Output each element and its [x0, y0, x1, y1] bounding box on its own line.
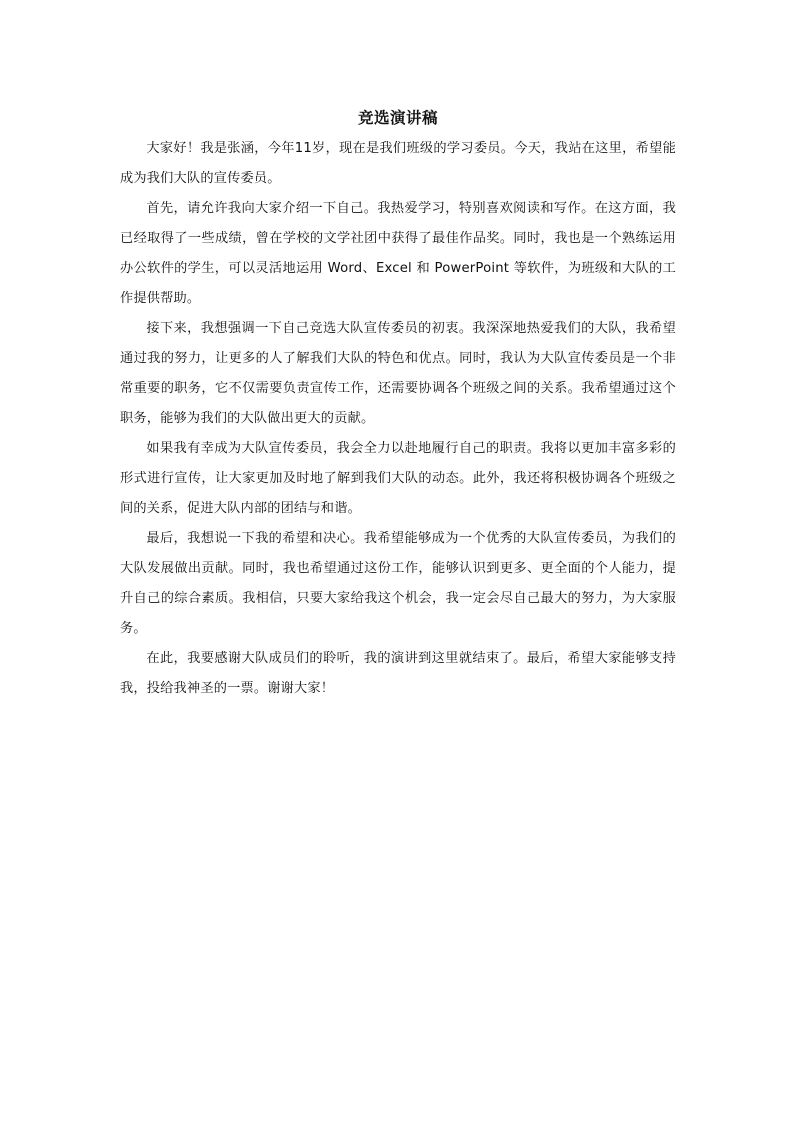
- page-title: 竞选演讲稿: [357, 109, 438, 127]
- paragraph-self-introduction: 首先，请允许我向大家介绍一下自己。我热爱学习，特别喜欢阅读和写作。在这方面，我已经取得了一些成绩，曾在学校的文学社团中获得了最佳作品奖。同时，我也是一个熟练运用办公软件的学生，可以灵活地运用 Word、Excel 和 PowerPoint 等软件，为班级和大队的工作提供帮助。: [120, 201, 676, 306]
- document-body: [120, 104, 676, 704]
- paragraph-hopes: 最后，我想说一下我的希望和决心。我希望能够成为一个优秀的大队宣传委员，为我们的大队发展做出贡献。同时，我也希望通过这份工作，能够认识到更多、更全面的个人能力，提升自己的综合素质。我相信，只要大家给我这个机会，我一定会尽自己最大的努力，为大家服务。: [120, 531, 676, 636]
- paragraph-motivation: 接下来，我想强调一下自己竞选大队宣传委员的初衷。我深深地热爱我们的大队，我希望通过我的努力，让更多的人了解我们大队的特色和优点。同时，我认为大队宣传委员是一个非常重要的职务，它不仅需要负责宣传工作，还需要协调各个班级之间的关系。我希望通过这个职务，能够为我们的大队做出更大的贡献。: [120, 321, 676, 426]
- paragraph-greeting: 大家好！我是张涵，今年11岁，现在是我们班级的学习委员。今天，我站在这里，希望能成为我们大队的宣传委员。: [120, 141, 676, 186]
- paragraph-closing: 在此，我要感谢大队成员们的聆听，我的演讲到这里就结束了。最后，希望大家能够支持我，投给我神圣的一票。谢谢大家！: [120, 651, 676, 696]
- paragraph-commitment: 如果我有幸成为大队宣传委员，我会全力以赴地履行自己的职责。我将以更加丰富多彩的形式进行宣传，让大家更加及时地了解到我们大队的动态。此外，我还将积极协调各个班级之间的关系，促进大队内部的团结与和谐。: [120, 441, 676, 516]
